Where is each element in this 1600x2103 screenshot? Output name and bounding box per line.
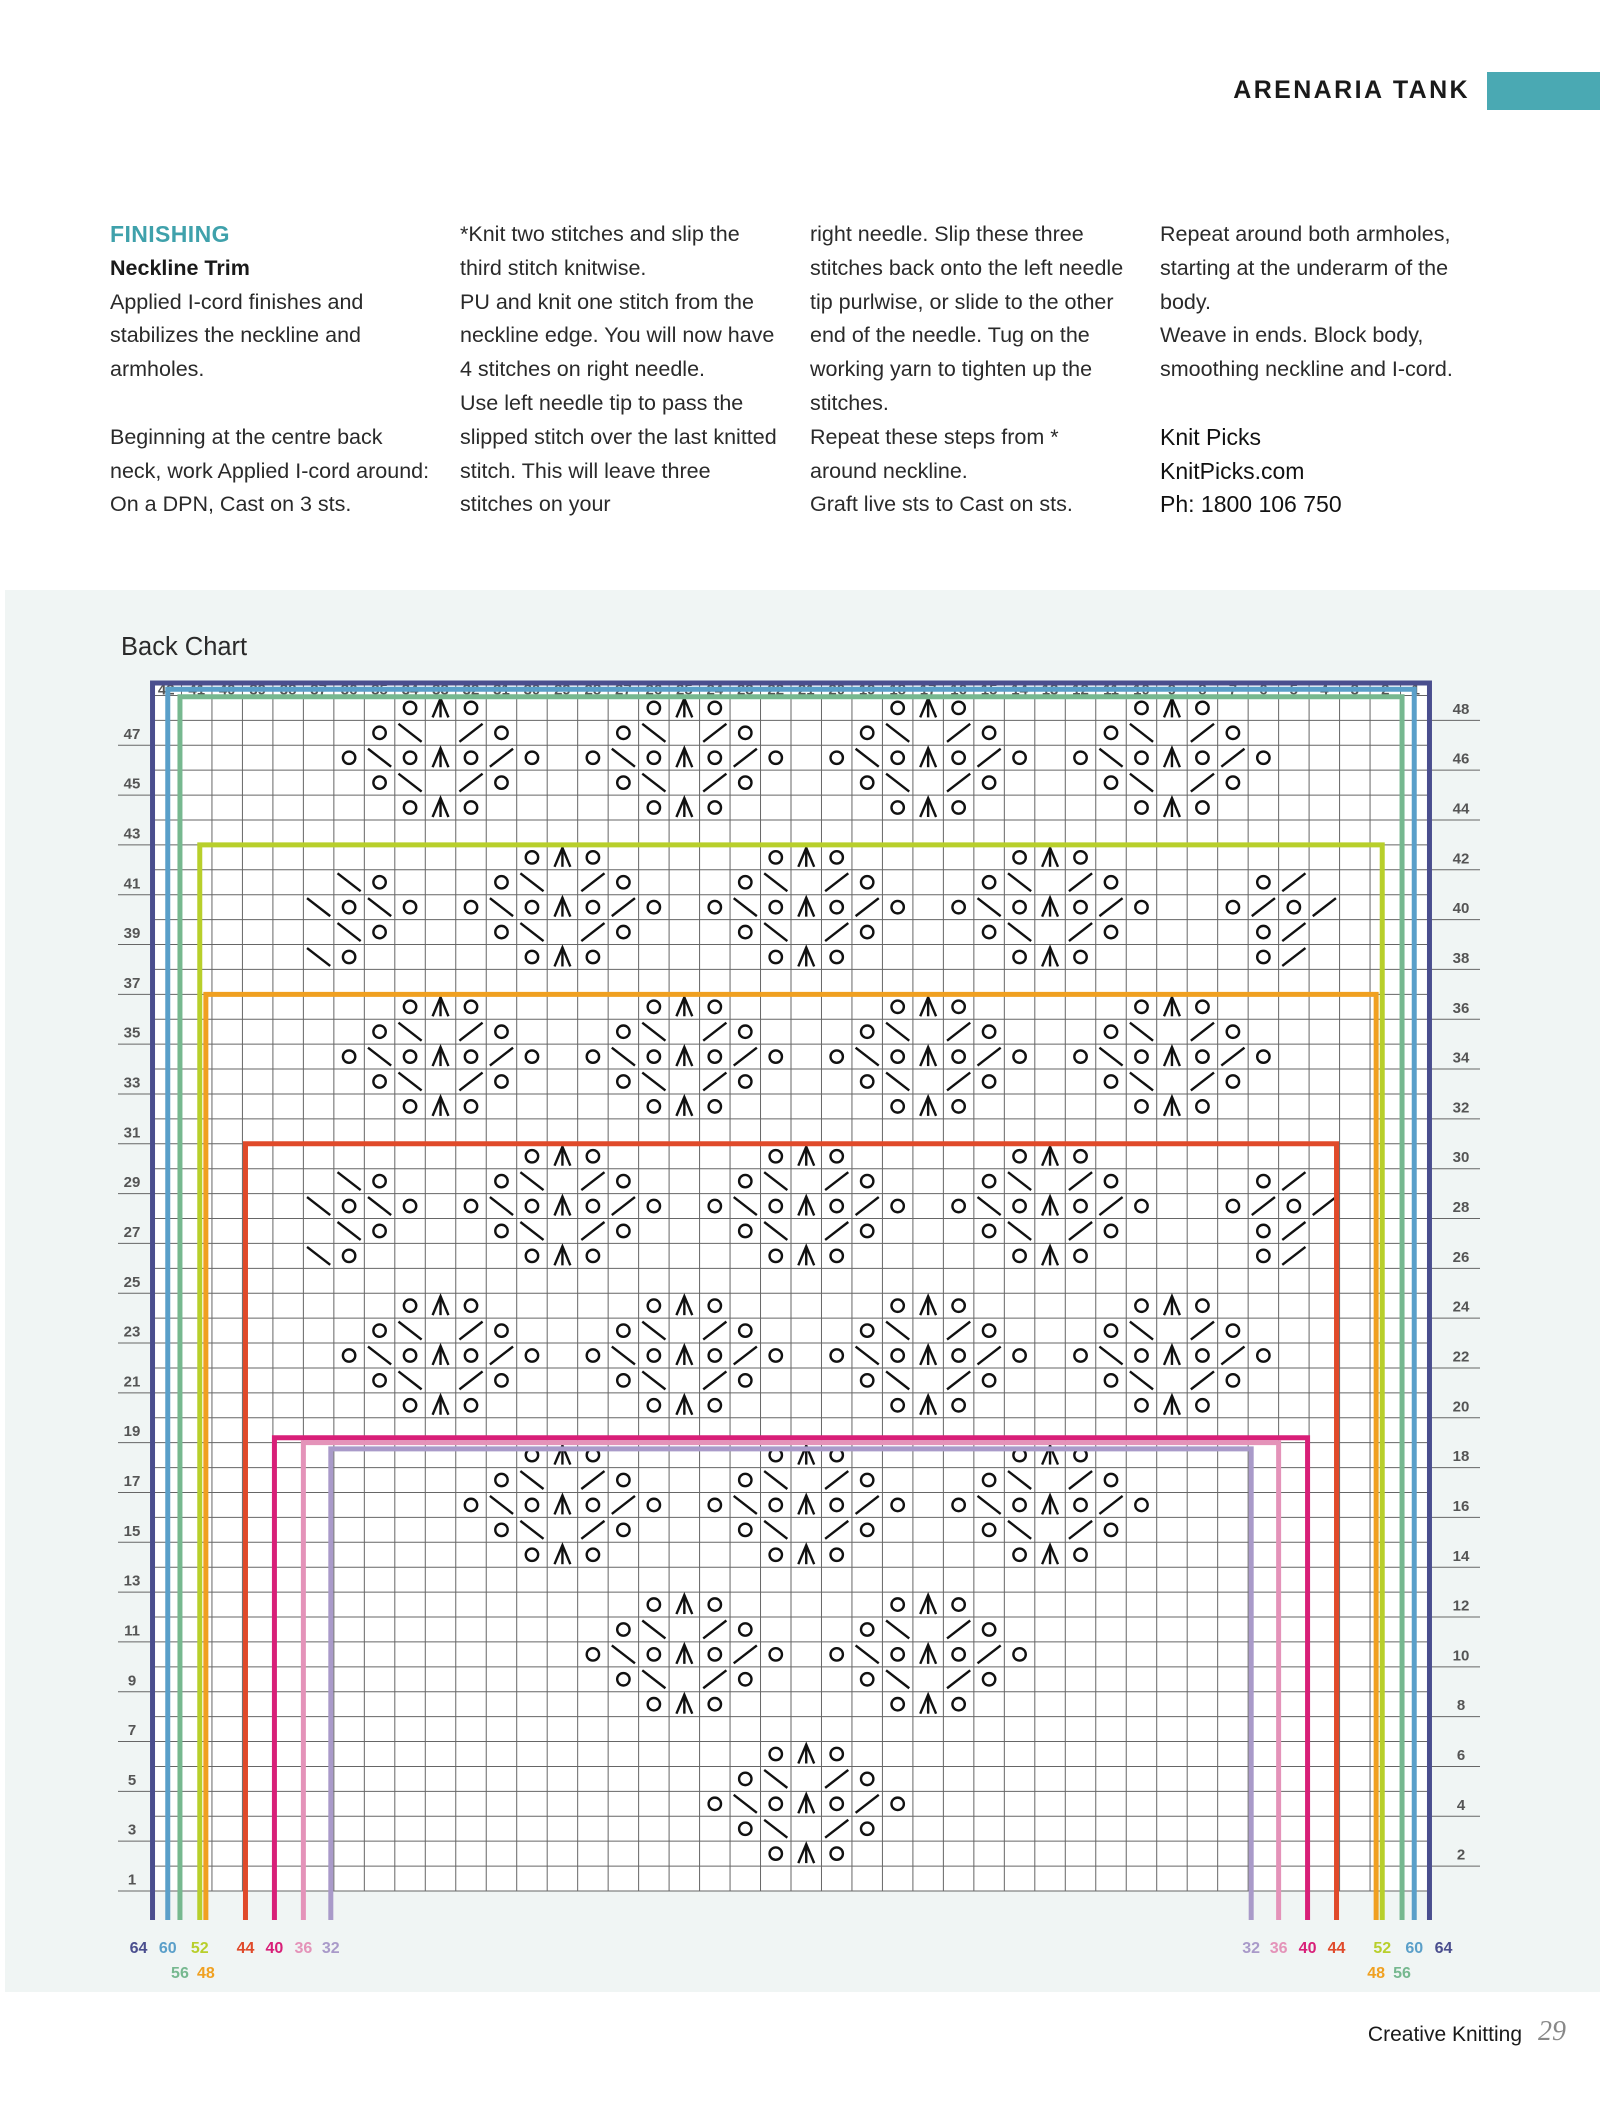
row-number: 44 — [1452, 800, 1470, 818]
size-label-52: 52 — [1373, 1940, 1392, 1957]
row-number: 43 — [123, 825, 141, 843]
column-number: 14 — [1011, 681, 1028, 699]
column-number: 12 — [1072, 681, 1089, 699]
row-number: 46 — [1452, 750, 1470, 768]
column-number: 33 — [432, 681, 449, 699]
row-number: 5 — [127, 1771, 137, 1789]
row-number: 47 — [123, 725, 141, 743]
row-number: 21 — [123, 1373, 141, 1391]
row-number: 27 — [123, 1223, 141, 1241]
row-number: 19 — [123, 1423, 141, 1441]
column-number: 28 — [584, 681, 602, 699]
paragraph: Beginning at the centre back neck, work Applied I-cord around: — [110, 424, 430, 483]
column-number: 9 — [1167, 681, 1177, 699]
column-number: 4 — [1320, 681, 1329, 699]
column-number: 1 — [1411, 681, 1420, 699]
row-number: 29 — [123, 1174, 141, 1192]
row-number: 8 — [1456, 1697, 1466, 1715]
column-number: 36 — [340, 681, 358, 699]
column-number: 31 — [493, 681, 510, 699]
size-label-40: 40 — [265, 1940, 284, 1957]
size-label-56: 56 — [171, 1965, 189, 1982]
column-number: 2 — [1381, 681, 1390, 699]
contact-name: Knit Picks — [1160, 423, 1261, 450]
row-number: 39 — [123, 925, 141, 943]
size-label-52: 52 — [190, 1940, 209, 1957]
column-number: 23 — [736, 681, 754, 699]
row-number: 10 — [1452, 1647, 1470, 1665]
paragraph: Applied I-cord finishes and stabilizes the neckline and armholes. — [110, 289, 364, 382]
paragraph: Use left needle tip to pass the slipped stitch over the last knitted stitch. This will leave three stitches on your — [460, 390, 777, 517]
page-number: 29 — [1538, 2016, 1566, 2047]
column-number: 35 — [371, 681, 388, 699]
column-number: 38 — [279, 681, 297, 699]
size-label-36: 36 — [1269, 1940, 1288, 1957]
row-number: 34 — [1452, 1049, 1470, 1067]
row-number: 6 — [1456, 1747, 1466, 1765]
header-title: ARENARIA TANK — [1233, 76, 1470, 104]
row-number: 31 — [123, 1124, 141, 1142]
row-number: 26 — [1452, 1248, 1470, 1266]
column-number: 32 — [462, 681, 480, 699]
row-number: 3 — [127, 1821, 137, 1839]
size-label-64: 64 — [129, 1940, 148, 1957]
row-number: 13 — [123, 1572, 141, 1590]
column-number: 24 — [706, 681, 724, 699]
column-number: 16 — [950, 681, 967, 699]
size-label-36: 36 — [294, 1940, 313, 1957]
size-label-32: 32 — [321, 1940, 340, 1957]
row-number: 17 — [123, 1473, 141, 1491]
column-number: 11 — [1103, 681, 1119, 699]
row-number: 12 — [1452, 1597, 1470, 1615]
column-number: 30 — [523, 681, 541, 699]
row-number: 24 — [1452, 1298, 1470, 1316]
size-label-32: 32 — [1242, 1940, 1261, 1957]
column-number: 25 — [675, 681, 693, 699]
size-label-44: 44 — [236, 1940, 255, 1957]
row-number: 22 — [1452, 1348, 1470, 1366]
row-number: 20 — [1452, 1398, 1470, 1416]
column-number: 10 — [1133, 681, 1150, 699]
size-label-44: 44 — [1327, 1940, 1346, 1957]
column-number: 42 — [157, 681, 175, 699]
column-number: 34 — [401, 681, 419, 699]
paragraph: Graft live sts to Cast on sts. — [810, 492, 1073, 517]
row-number: 14 — [1452, 1547, 1470, 1565]
column-number: 29 — [554, 681, 571, 699]
column-number: 6 — [1259, 681, 1268, 699]
column-number: 19 — [858, 681, 876, 699]
row-number: 4 — [1456, 1796, 1466, 1814]
row-number: 16 — [1452, 1497, 1470, 1515]
column-number: 26 — [645, 681, 663, 699]
row-number: 30 — [1452, 1149, 1470, 1167]
row-number: 32 — [1452, 1099, 1470, 1117]
chart-title: Back Chart — [121, 633, 248, 661]
paragraph: PU and knit one stitch from the neckline edge. You will now have 4 stitches on right needle. — [460, 289, 775, 382]
size-label-60: 60 — [158, 1940, 177, 1957]
column-number: 39 — [249, 681, 267, 699]
row-number: 37 — [123, 974, 141, 992]
row-number: 41 — [123, 875, 141, 893]
column-number: 21 — [797, 681, 815, 699]
column-number: 13 — [1041, 681, 1059, 699]
row-number: 1 — [127, 1871, 137, 1889]
row-number: 9 — [127, 1672, 137, 1690]
column-number: 18 — [889, 681, 907, 699]
row-number: 45 — [123, 775, 141, 793]
paragraph: *Knit two stitches and slip the third stitch knitwise. — [460, 222, 740, 280]
size-label-40: 40 — [1298, 1940, 1317, 1957]
row-number: 35 — [123, 1024, 141, 1042]
column-number: 37 — [310, 681, 327, 699]
row-number: 25 — [123, 1273, 141, 1291]
paragraph: Weave in ends. Block body, smoothing neckline and I-cord. — [1160, 323, 1453, 382]
paragraph: right needle. Slip these three stitches back onto the left needle tip purlwise, or slide to the other end of the needle. Tug on the working yarn to tighten up the stitches. — [810, 222, 1124, 415]
row-number: 36 — [1452, 999, 1470, 1017]
row-number: 2 — [1456, 1846, 1466, 1864]
row-number: 7 — [127, 1722, 137, 1740]
row-number: 18 — [1452, 1448, 1470, 1466]
row-number: 48 — [1452, 700, 1470, 718]
column-number: 5 — [1289, 681, 1299, 699]
size-label-48: 48 — [1367, 1965, 1386, 1982]
row-number: 28 — [1452, 1199, 1470, 1217]
row-number: 40 — [1452, 900, 1470, 918]
column-number: 8 — [1198, 681, 1207, 699]
size-label-60: 60 — [1405, 1940, 1424, 1957]
row-number: 38 — [1452, 949, 1470, 967]
section-heading: FINISHING — [110, 221, 230, 247]
size-label-64: 64 — [1434, 1940, 1453, 1957]
column-number: 20 — [828, 681, 846, 699]
column-number: 15 — [980, 681, 998, 699]
column-number: 22 — [767, 681, 785, 699]
paragraph: On a DPN, Cast on 3 sts. — [110, 492, 352, 517]
footer-magazine: Creative Knitting — [1367, 2023, 1522, 2046]
column-number: 41 — [188, 681, 206, 699]
size-label-56: 56 — [1393, 1965, 1411, 1982]
column-number: 40 — [218, 681, 236, 699]
row-number: 23 — [123, 1323, 141, 1341]
column-number: 3 — [1350, 681, 1359, 699]
paragraph: Repeat these steps from * around neckline. — [810, 424, 1059, 483]
row-number: 11 — [124, 1622, 140, 1640]
row-number: 33 — [123, 1074, 141, 1092]
row-number: 42 — [1452, 850, 1470, 868]
contact-url: KnitPicks.com — [1160, 457, 1305, 484]
column-number: 27 — [615, 681, 632, 699]
size-label-48: 48 — [196, 1965, 215, 1982]
row-number: 15 — [123, 1522, 141, 1540]
column-number: 17 — [919, 681, 937, 699]
contact-phone: Ph: 1800 106 750 — [1160, 491, 1342, 518]
paragraph: Repeat around both armholes, starting at the underarm of the body. — [1160, 222, 1451, 314]
column-number: 7 — [1228, 681, 1238, 699]
sub-heading: Neckline Trim — [110, 255, 250, 280]
